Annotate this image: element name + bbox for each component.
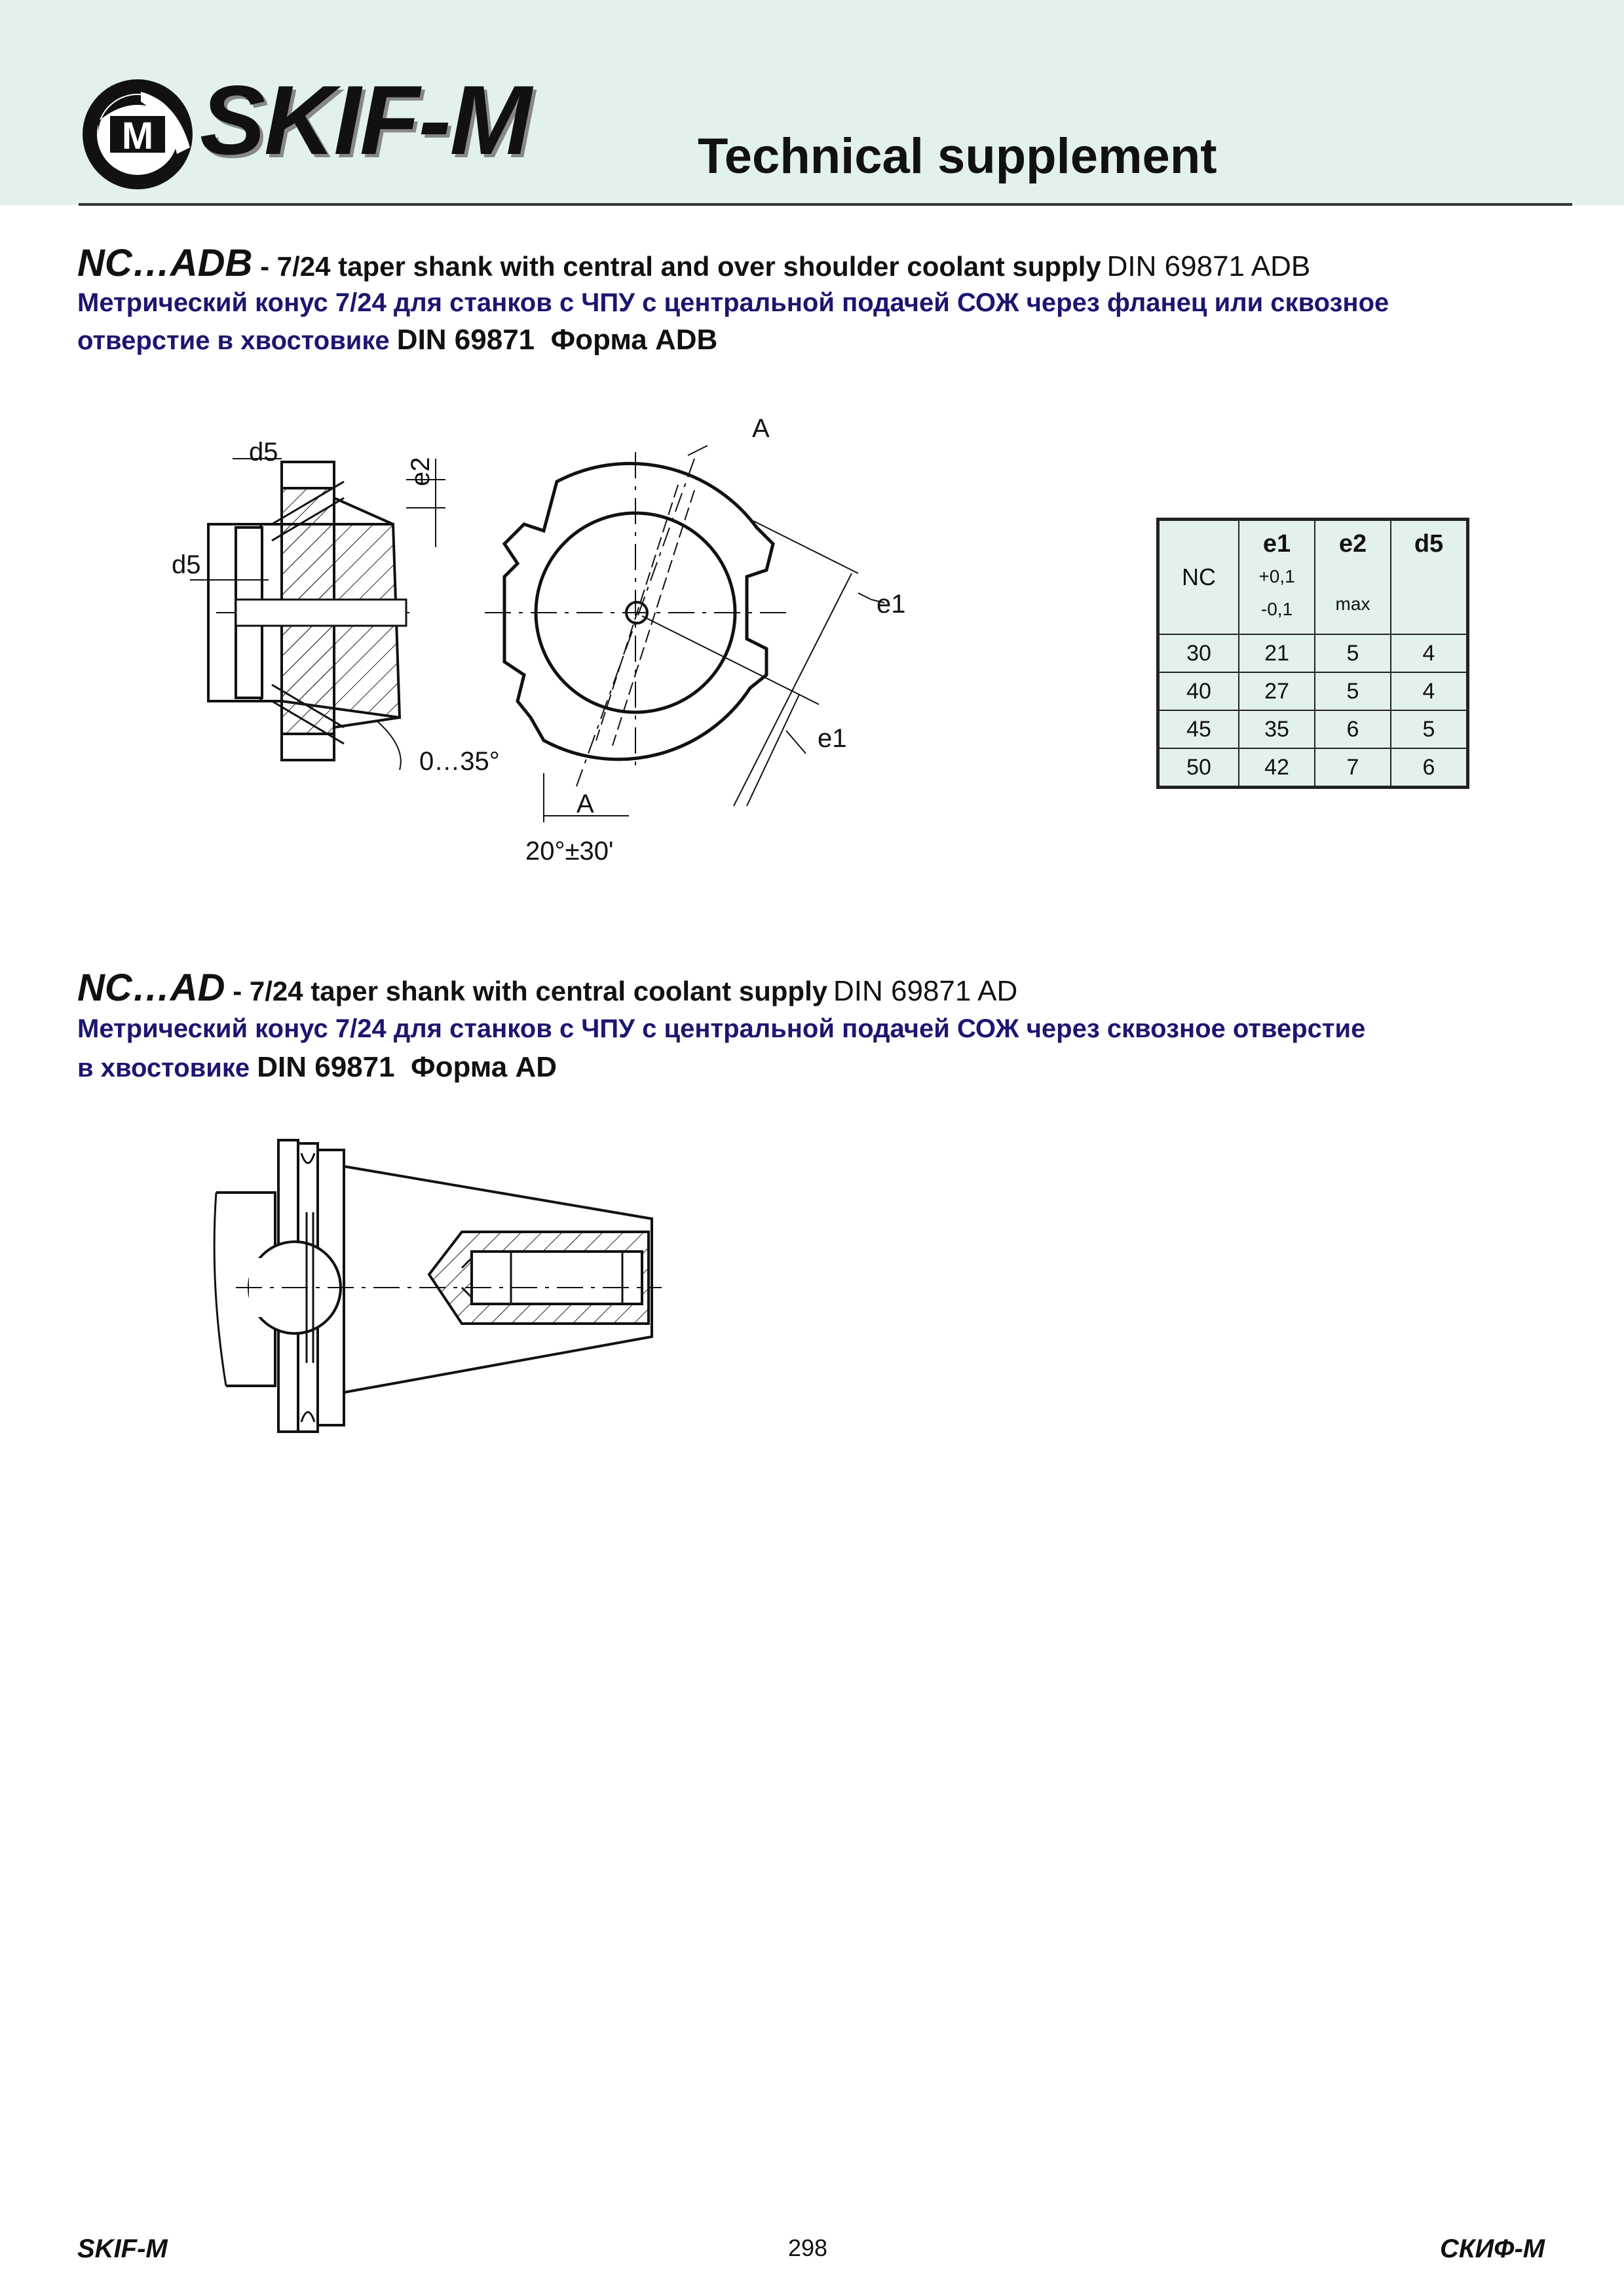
section-ad-din: DIN 69871 AD: [833, 975, 1018, 1007]
label-angle-view: 20°±30': [525, 837, 614, 866]
section-adb-ru-line1: Метрический конус 7/24 для станков с ЧПУ с центральной подачей СОЖ через фланец или сквозное: [77, 288, 1389, 317]
page-number: 298: [788, 2234, 828, 2261]
label-d5-top: d5: [249, 438, 278, 467]
col-nc: NC: [1158, 520, 1239, 635]
section-adb-desc: - 7/24 taper shank with central and over shoulder coolant supply: [252, 251, 1101, 282]
label-e2: e2: [406, 457, 435, 486]
section-ad-ru-line2: в хвостовике: [77, 1054, 250, 1082]
section-adb-code: NC…ADB: [77, 242, 253, 284]
logo-text: SKIF-M: [200, 65, 531, 175]
footer-brand-cyrillic: СКИФ-М: [1440, 2234, 1545, 2263]
section-adb-ru-din: DIN 69871 Форма ADB: [396, 324, 718, 356]
logo-badge-letter: M: [121, 115, 154, 157]
table-row: 40 27 5 4: [1158, 672, 1468, 710]
ad-side-view: [214, 1140, 662, 1432]
section-ad-desc: - 7/24 taper shank with central coolant supply: [225, 976, 828, 1006]
footer-brand-latin: SKIF-M: [77, 2234, 168, 2263]
label-e1-right: e1: [877, 590, 906, 619]
col-e1: e1 +0,1 -0,1: [1239, 520, 1315, 635]
col-e2: e2 max: [1315, 520, 1391, 635]
label-a-bottom: A: [576, 790, 594, 818]
label-a-top: A: [752, 414, 770, 443]
section-ad-code: NC…AD: [77, 966, 225, 1009]
section-adb-din: DIN 69871 ADB: [1106, 250, 1311, 282]
label-e1-bottom: e1: [818, 724, 847, 753]
table-row: 30 21 5 4: [1158, 634, 1468, 672]
section-ad-ru-din: DIN 69871 Форма AD: [257, 1051, 557, 1083]
page-title: Technical supplement: [698, 128, 1217, 184]
table-row: 50 42 7 6: [1158, 748, 1468, 788]
label-angle: 0…35°: [419, 747, 500, 776]
label-d5-side: d5: [172, 550, 201, 579]
section-ad-ru-line1: Метрический конус 7/24 для станков с ЧПУ с центральной подачей СОЖ через сквозное отверстие: [77, 1014, 1366, 1043]
section-adb-ru-line2: отверстие в хвостовике: [77, 326, 390, 355]
table-row: 45 35 6 5: [1158, 710, 1468, 748]
col-d5: d5: [1391, 520, 1468, 635]
